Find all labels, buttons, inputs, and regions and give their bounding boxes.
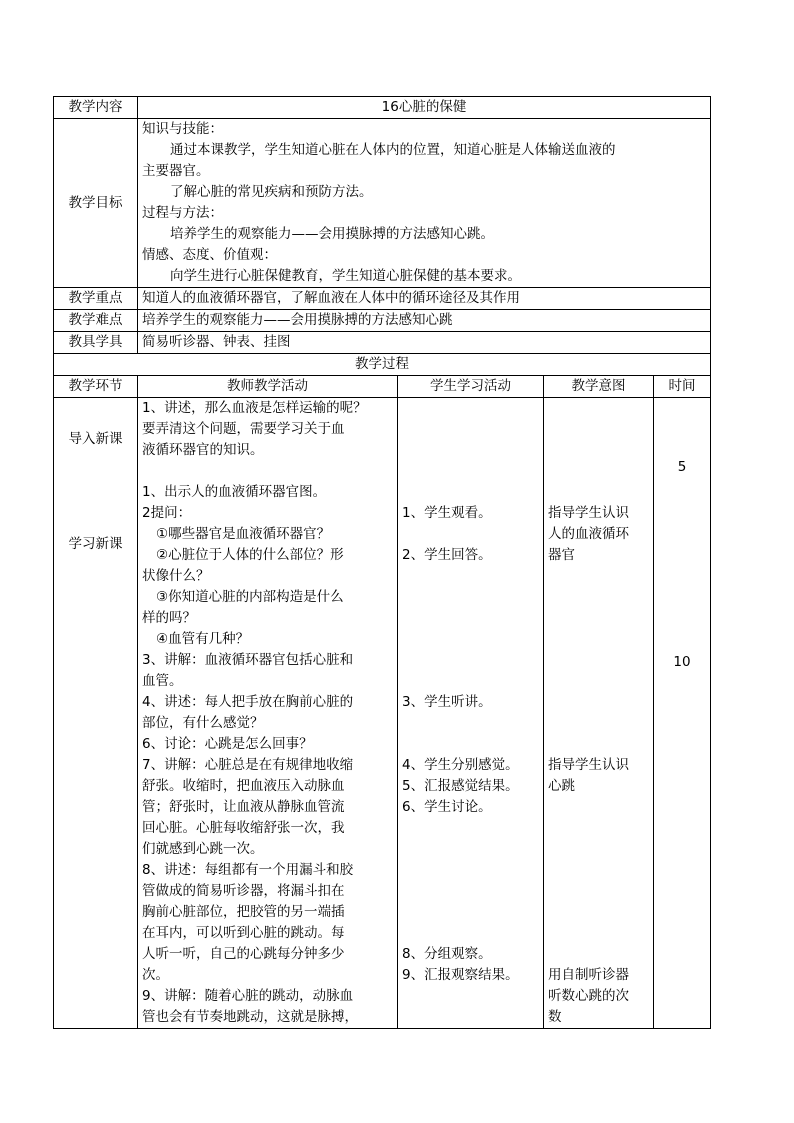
objective-line: 通过本课教学，学生知道心脏在人体内的位置，知道心脏是人体输送血液的 bbox=[170, 142, 616, 158]
tools-row bbox=[54, 332, 711, 354]
teacher-line: 管；舒张时，让血液从静脉血管流 bbox=[142, 799, 345, 815]
process-body-row bbox=[54, 398, 711, 1029]
student-item: 5、汇报感觉结果。 bbox=[402, 778, 519, 794]
teacher-line: 2提问： bbox=[142, 505, 192, 521]
student-item: 2、学生回答。 bbox=[402, 547, 492, 563]
intent-line: 人的血液循环 bbox=[548, 526, 629, 542]
column-header-stage: 教学环节 bbox=[54, 376, 138, 398]
column-header-student: 学生学习活动 bbox=[398, 376, 544, 398]
teacher-line: 舒张。收缩时，把血液压入动脉血 bbox=[142, 778, 345, 794]
student-item: 1、学生观看。 bbox=[402, 505, 492, 521]
difficulty-row bbox=[54, 310, 711, 332]
teacher-line: 管也会有节奏地跳动，这就是脉搏， bbox=[142, 1009, 358, 1025]
teacher-line: 样的吗？ bbox=[142, 610, 196, 626]
student-item: 4、学生分别感觉。 bbox=[402, 757, 519, 773]
stage-new-lesson: 学习新课 bbox=[68, 536, 123, 552]
student-item: 6、学生讨论。 bbox=[402, 799, 492, 815]
student-item: 3、学生听讲。 bbox=[402, 694, 492, 710]
focus-label: 教学重点 bbox=[54, 288, 138, 310]
objectives-content bbox=[138, 119, 711, 288]
teacher-line: 要弄清这个问题，需要学习关于血 bbox=[142, 421, 345, 437]
intent-line: 用自制听诊器 bbox=[548, 967, 629, 983]
teacher-line: 血管。 bbox=[142, 673, 183, 689]
student-item: 8、分组观察。 bbox=[402, 946, 492, 962]
objective-line: 主要器官。 bbox=[142, 163, 210, 179]
teacher-line: 部位，有什么感觉？ bbox=[142, 715, 264, 731]
intent-line: 心跳 bbox=[548, 778, 575, 794]
intent-line: 指导学生认识 bbox=[548, 757, 629, 773]
process-title-row bbox=[54, 354, 711, 376]
time-cell bbox=[654, 398, 711, 1029]
objective-heading: 知识与技能： bbox=[142, 121, 223, 137]
difficulty-value: 培养学生的观察能力——会用摸脉搏的方法感知心跳 bbox=[138, 310, 711, 332]
lesson-title: 16心脏的保健 bbox=[138, 97, 711, 119]
intent-line: 听数心跳的次 bbox=[548, 988, 629, 1004]
time-value: 10 bbox=[673, 654, 691, 670]
teacher-line: 在耳内，可以听到心脏的跳动。每 bbox=[142, 925, 345, 941]
stage-intro: 导入新课 bbox=[68, 431, 123, 447]
teacher-line: 1、出示人的血液循环器官图。 bbox=[142, 484, 327, 500]
teacher-line: 3、讲解：血液循环器官包括心脏和 bbox=[142, 652, 354, 668]
student-item: 9、汇报观察结果。 bbox=[402, 967, 519, 983]
intent-line: 器官 bbox=[548, 547, 575, 563]
lesson-plan-table bbox=[53, 96, 711, 1029]
teacher-line: 人听一听，自己的心跳每分钟多少 bbox=[142, 946, 345, 962]
column-header-teacher: 教师教学活动 bbox=[138, 376, 398, 398]
teacher-line: 回心脏。心脏每收缩舒张一次，我 bbox=[142, 820, 345, 836]
stage-cell bbox=[54, 398, 138, 1029]
focus-row bbox=[54, 288, 711, 310]
intent-cell bbox=[544, 398, 654, 1029]
teacher-line: 4、讲述：每人把手放在胸前心脏的 bbox=[142, 694, 354, 710]
teacher-line: 9、讲解：随着心脏的跳动，动脉血 bbox=[142, 988, 354, 1004]
objectives-label: 教学目标 bbox=[54, 119, 138, 288]
objectives-row bbox=[54, 119, 711, 288]
student-activity-cell bbox=[398, 398, 544, 1029]
intent-line: 指导学生认识 bbox=[548, 505, 629, 521]
teacher-line: 1、讲述，那么血液是怎样运输的呢？ bbox=[142, 400, 367, 416]
objective-heading: 过程与方法： bbox=[142, 205, 223, 221]
objective-heading: 情感、态度、价值观： bbox=[142, 247, 277, 263]
focus-value: 知道人的血液循环器官，了解血液在人体中的循环途径及其作用 bbox=[138, 288, 711, 310]
process-header-row bbox=[54, 376, 711, 398]
teacher-activity-cell bbox=[138, 398, 398, 1029]
column-header-intent: 教学意图 bbox=[544, 376, 654, 398]
teacher-line: 次。 bbox=[142, 967, 169, 983]
content-label: 教学内容 bbox=[54, 97, 138, 119]
objective-line: 了解心脏的常见疾病和预防方法。 bbox=[170, 184, 373, 200]
teacher-line: 6、讨论：心跳是怎么回事？ bbox=[142, 736, 313, 752]
objective-line: 向学生进行心脏保健教育，学生知道心脏保健的基本要求。 bbox=[170, 268, 521, 284]
teacher-line: 8、讲述：每组都有一个用漏斗和胶 bbox=[142, 862, 354, 878]
column-header-time: 时间 bbox=[654, 376, 711, 398]
objective-line: 培养学生的观察能力——会用摸脉搏的方法感知心跳。 bbox=[170, 226, 494, 242]
tools-label: 教具学具 bbox=[54, 332, 138, 354]
teacher-line: ①哪些器官是血液循环器官？ bbox=[156, 526, 331, 542]
teacher-line: 管做成的简易听诊器，将漏斗扣在 bbox=[142, 883, 345, 899]
teacher-line: 们就感到心跳一次。 bbox=[142, 841, 264, 857]
teacher-line: ③你知道心脏的内部构造是什么 bbox=[156, 589, 344, 605]
teacher-line: ②心脏位于人体的什么部位？形 bbox=[156, 547, 344, 563]
teacher-line: ④血管有几种？ bbox=[156, 631, 250, 647]
teacher-line: 液循环器官的知识。 bbox=[142, 442, 264, 458]
difficulty-label: 教学难点 bbox=[54, 310, 138, 332]
content-row bbox=[54, 97, 711, 119]
teacher-line: 状像什么？ bbox=[142, 568, 210, 584]
intent-line: 数 bbox=[548, 1009, 562, 1025]
teacher-line bbox=[142, 461, 393, 482]
teacher-line: 胸前心脏部位，把胶管的另一端插 bbox=[142, 904, 345, 920]
process-title: 教学过程 bbox=[54, 354, 711, 376]
tools-value: 简易听诊器、钟表、挂图 bbox=[138, 332, 711, 354]
teacher-line: 7、讲解：心脏总是在有规律地收缩 bbox=[142, 757, 354, 773]
time-value: 5 bbox=[677, 459, 687, 475]
